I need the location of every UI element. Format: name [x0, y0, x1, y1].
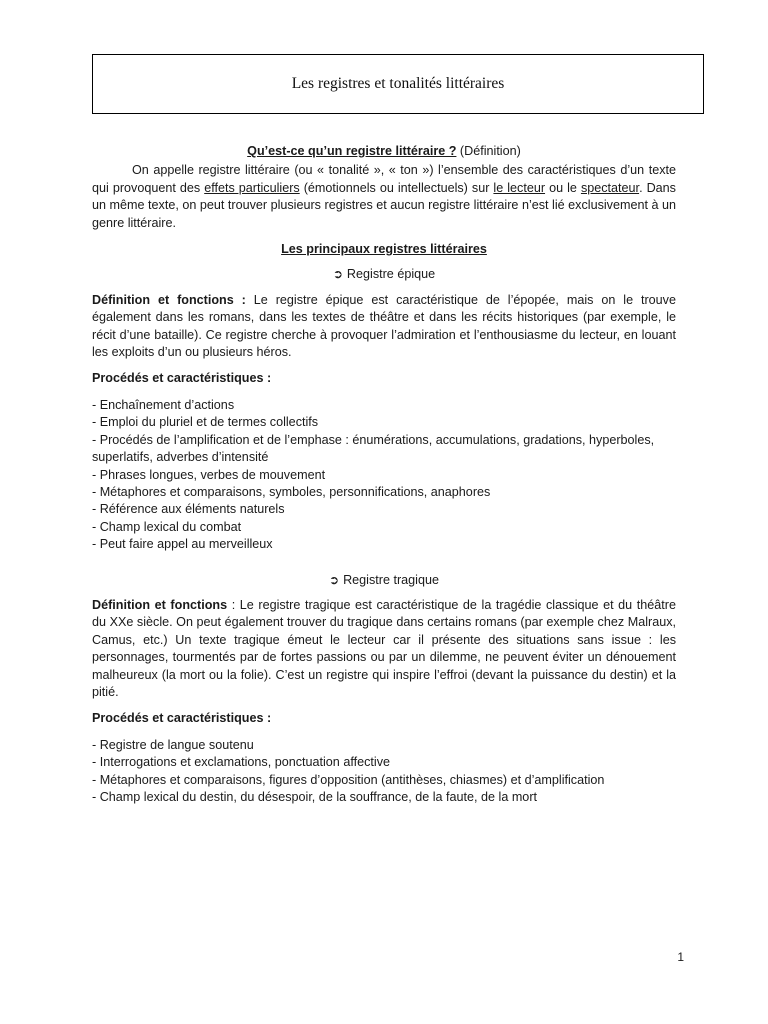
document-title: Les registres et tonalités littéraires	[291, 75, 505, 92]
term-le-lecteur: le lecteur	[493, 180, 546, 195]
term-spectateur: spectateur	[580, 180, 640, 195]
list-item: - Emploi du pluriel et de termes collectifs	[92, 415, 319, 430]
tragique-definition-label: Définition et fonctions	[92, 597, 228, 612]
arrow-right-icon: ➲	[332, 267, 343, 282]
epique-procedes-list	[92, 397, 676, 554]
list-item: - Champ lexical du destin, du désespoir, de la souffrance, de la faute, de la mort	[92, 790, 538, 804]
register-tragique-title: Registre tragique	[343, 572, 439, 587]
definition-text-3: ou le	[545, 180, 581, 195]
list-item: - Référence aux éléments naturels	[92, 502, 285, 517]
definition-text-1: On appelle registre littéraire (ou « tonalité », « ton ») l’ensemble des caractéristiques d’un texte qui provoquent des	[92, 163, 676, 195]
list-item: - Métaphores et comparaisons, figures d’opposition (antithèses, chiasmes) et d’amplification	[92, 772, 605, 787]
definition-question: Qu’est-ce qu’un registre littéraire ?	[247, 144, 457, 158]
epique-definition-label: Définition et fonctions :	[92, 292, 246, 307]
tragique-procedes-label: Procédés et caractéristiques :	[92, 711, 272, 726]
register-tragique-heading	[92, 572, 676, 589]
main-registers-heading: Les principaux registres littéraires	[281, 242, 487, 257]
arrow-right-icon: ➲	[329, 572, 340, 587]
register-epique-heading	[92, 266, 676, 283]
list-item: - Procédés de l’amplification et de l’emphase : énumérations, accumulations, gradations, hyperboles, superlatifs, adverbes d’intensité	[92, 432, 655, 465]
list-item: - Enchaînement d’actions	[92, 397, 235, 412]
page-number: 1	[677, 950, 684, 964]
epique-definition	[92, 292, 676, 362]
definition-text-2: (émotionnels ou intellectuels) sur	[299, 180, 494, 195]
list-item: - Champ lexical du combat	[92, 519, 242, 534]
spacer	[92, 554, 676, 572]
document-body	[92, 143, 676, 806]
definition-paragraph	[92, 162, 676, 232]
register-epique-title: Registre épique	[346, 267, 436, 282]
title-box	[92, 54, 704, 114]
epique-procedes-label: Procédés et caractéristiques :	[92, 371, 272, 386]
list-item: - Peut faire appel au merveilleux	[92, 537, 273, 552]
list-item: - Métaphores et comparaisons, symboles, personnifications, anaphores	[92, 484, 491, 499]
tragique-procedes-list	[92, 737, 676, 807]
definition-heading	[92, 143, 676, 160]
tragique-definition	[92, 597, 676, 701]
list-item: - Registre de langue soutenu	[92, 737, 254, 752]
term-effets-particuliers: effets particuliers	[204, 180, 300, 195]
list-item: - Interrogations et exclamations, ponctuation affective	[92, 755, 390, 770]
epique-definition-text: Le registre épique est caractéristique de l’épopée, mais on le trouve également dans les romans, dans les textes de théâtre et dans les récits historiques (par exemple, le récit d’une bataille). Ce registre cherche à provoquer l’admiration et l’enthousiasme du lecteur, en louant les exploits d’un ou plusieurs héros.	[92, 292, 676, 360]
tragique-definition-text: : Le registre tragique est caractéristique de la tragédie classique et du théâtre du XXe siècle. On peut également trouver du tragique dans certains romans (par exemple chez Malraux, Camus, etc.) Un texte tragique émeut le lecteur car il présente des situations sans issue : les personnages, tourmentés par de fortes passions ou par un dilemme, ne peuvent éviter un dénouement malheureux (la mort ou la folie). C’est un registre qui inspire l’effroi (devant la puissance du destin) et la pitié.	[92, 597, 676, 699]
definition-suffix: (Définition)	[459, 144, 521, 158]
list-item: - Phrases longues, verbes de mouvement	[92, 467, 326, 482]
definition-text-4: . Dans un même texte, on peut trouver plusieurs registres et aucun registre littéraire n’est lié exclusivement à un genre littéraire.	[92, 180, 676, 230]
